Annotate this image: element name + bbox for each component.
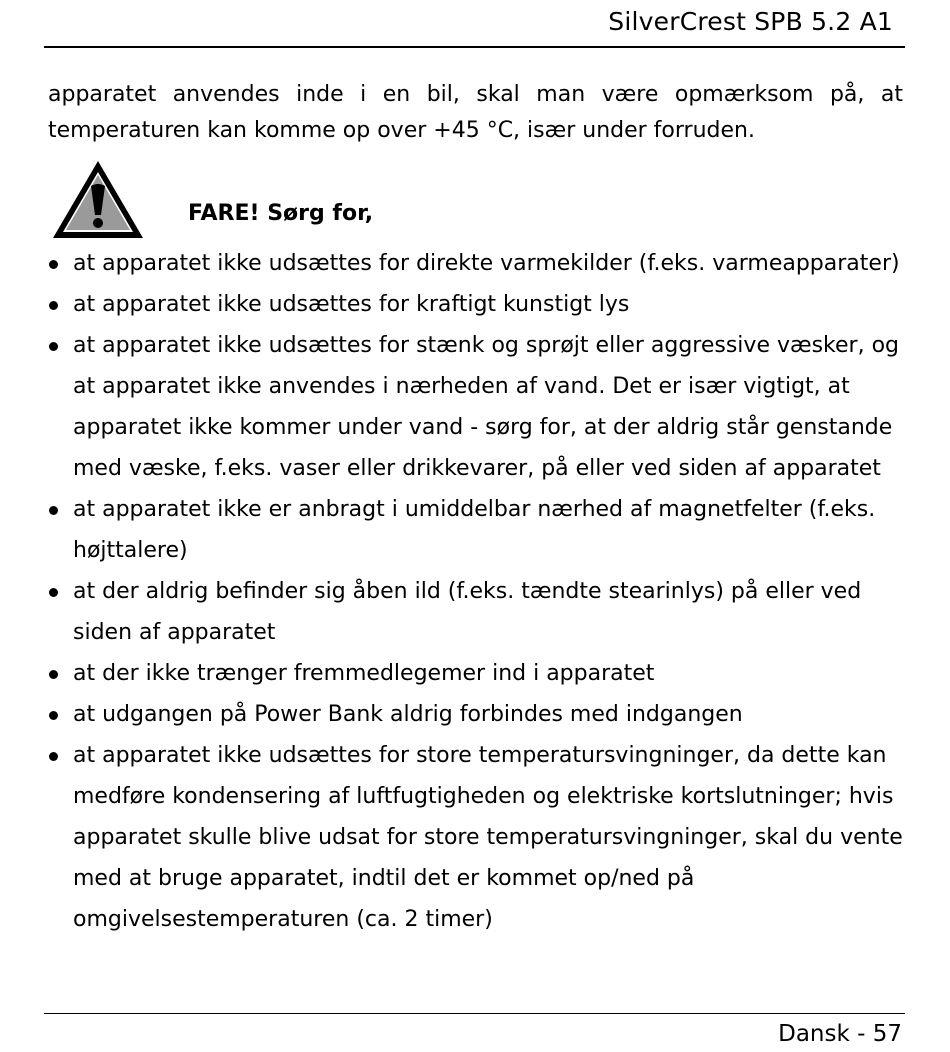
bullet-icon bbox=[49, 752, 58, 761]
warning-heading: FARE! Sørg for, bbox=[188, 201, 374, 226]
header-title: SilverCrest SPB 5.2 A1 bbox=[608, 7, 893, 36]
list-item: at apparatet ikke udsættes for stænk og sprøjt eller aggressive væsker, og at apparatet ikke anvendes i nærheden af vand. Det er især vigtigt, at apparatet ikke kommer under vand - sørg for, at der aldrig står genstande med væske, f.eks. vaser eller drikkevarer, på eller ved siden af apparatet bbox=[44, 325, 914, 489]
list-item: at apparatet ikke udsættes for store temperatursvingninger, da dette kan medføre kondensering af luftfugtigheden og elektriske kortslutninger; hvis apparatet skulle blive udsat for store temperatursvingninger, skal du vente med at bruge apparatet, indtil det er kommet op/ned på omgivelsestemperaturen (ca. 2 timer) bbox=[44, 735, 914, 940]
bullet-icon bbox=[49, 506, 58, 515]
bullet-icon bbox=[49, 711, 58, 720]
list-item: at der ikke trænger fremmedlegemer ind i apparatet bbox=[44, 653, 914, 694]
footer-divider bbox=[44, 1013, 905, 1014]
bullet-icon bbox=[49, 670, 58, 679]
bullet-icon bbox=[49, 342, 58, 351]
list-item: at apparatet ikke udsættes for kraftigt kunstigt lys bbox=[44, 284, 914, 325]
bullet-icon bbox=[49, 260, 58, 269]
list-item: at apparatet ikke udsættes for direkte varmekilder (f.eks. varmeapparater) bbox=[44, 243, 914, 284]
page-number: Dansk - 57 bbox=[778, 1021, 902, 1047]
header-divider bbox=[44, 46, 905, 48]
bullet-icon bbox=[49, 588, 58, 597]
bullet-icon bbox=[49, 301, 58, 310]
list-item: at apparatet ikke er anbragt i umiddelbar nærhed af magnetfelter (f.eks. højttalere) bbox=[44, 489, 914, 571]
intro-paragraph: apparatet anvendes inde i en bil, skal man være opmærksom på, at temperaturen kan komme op over +45 °C, især under forruden. bbox=[48, 82, 903, 143]
list-item: at der aldrig befinder sig åben ild (f.eks. tændte stearinlys) på eller ved siden af apparatet bbox=[44, 571, 914, 653]
warning-list bbox=[44, 243, 914, 940]
list-item: at udgangen på Power Bank aldrig forbindes med indgangen bbox=[44, 694, 914, 735]
warning-triangle-icon bbox=[50, 158, 146, 242]
